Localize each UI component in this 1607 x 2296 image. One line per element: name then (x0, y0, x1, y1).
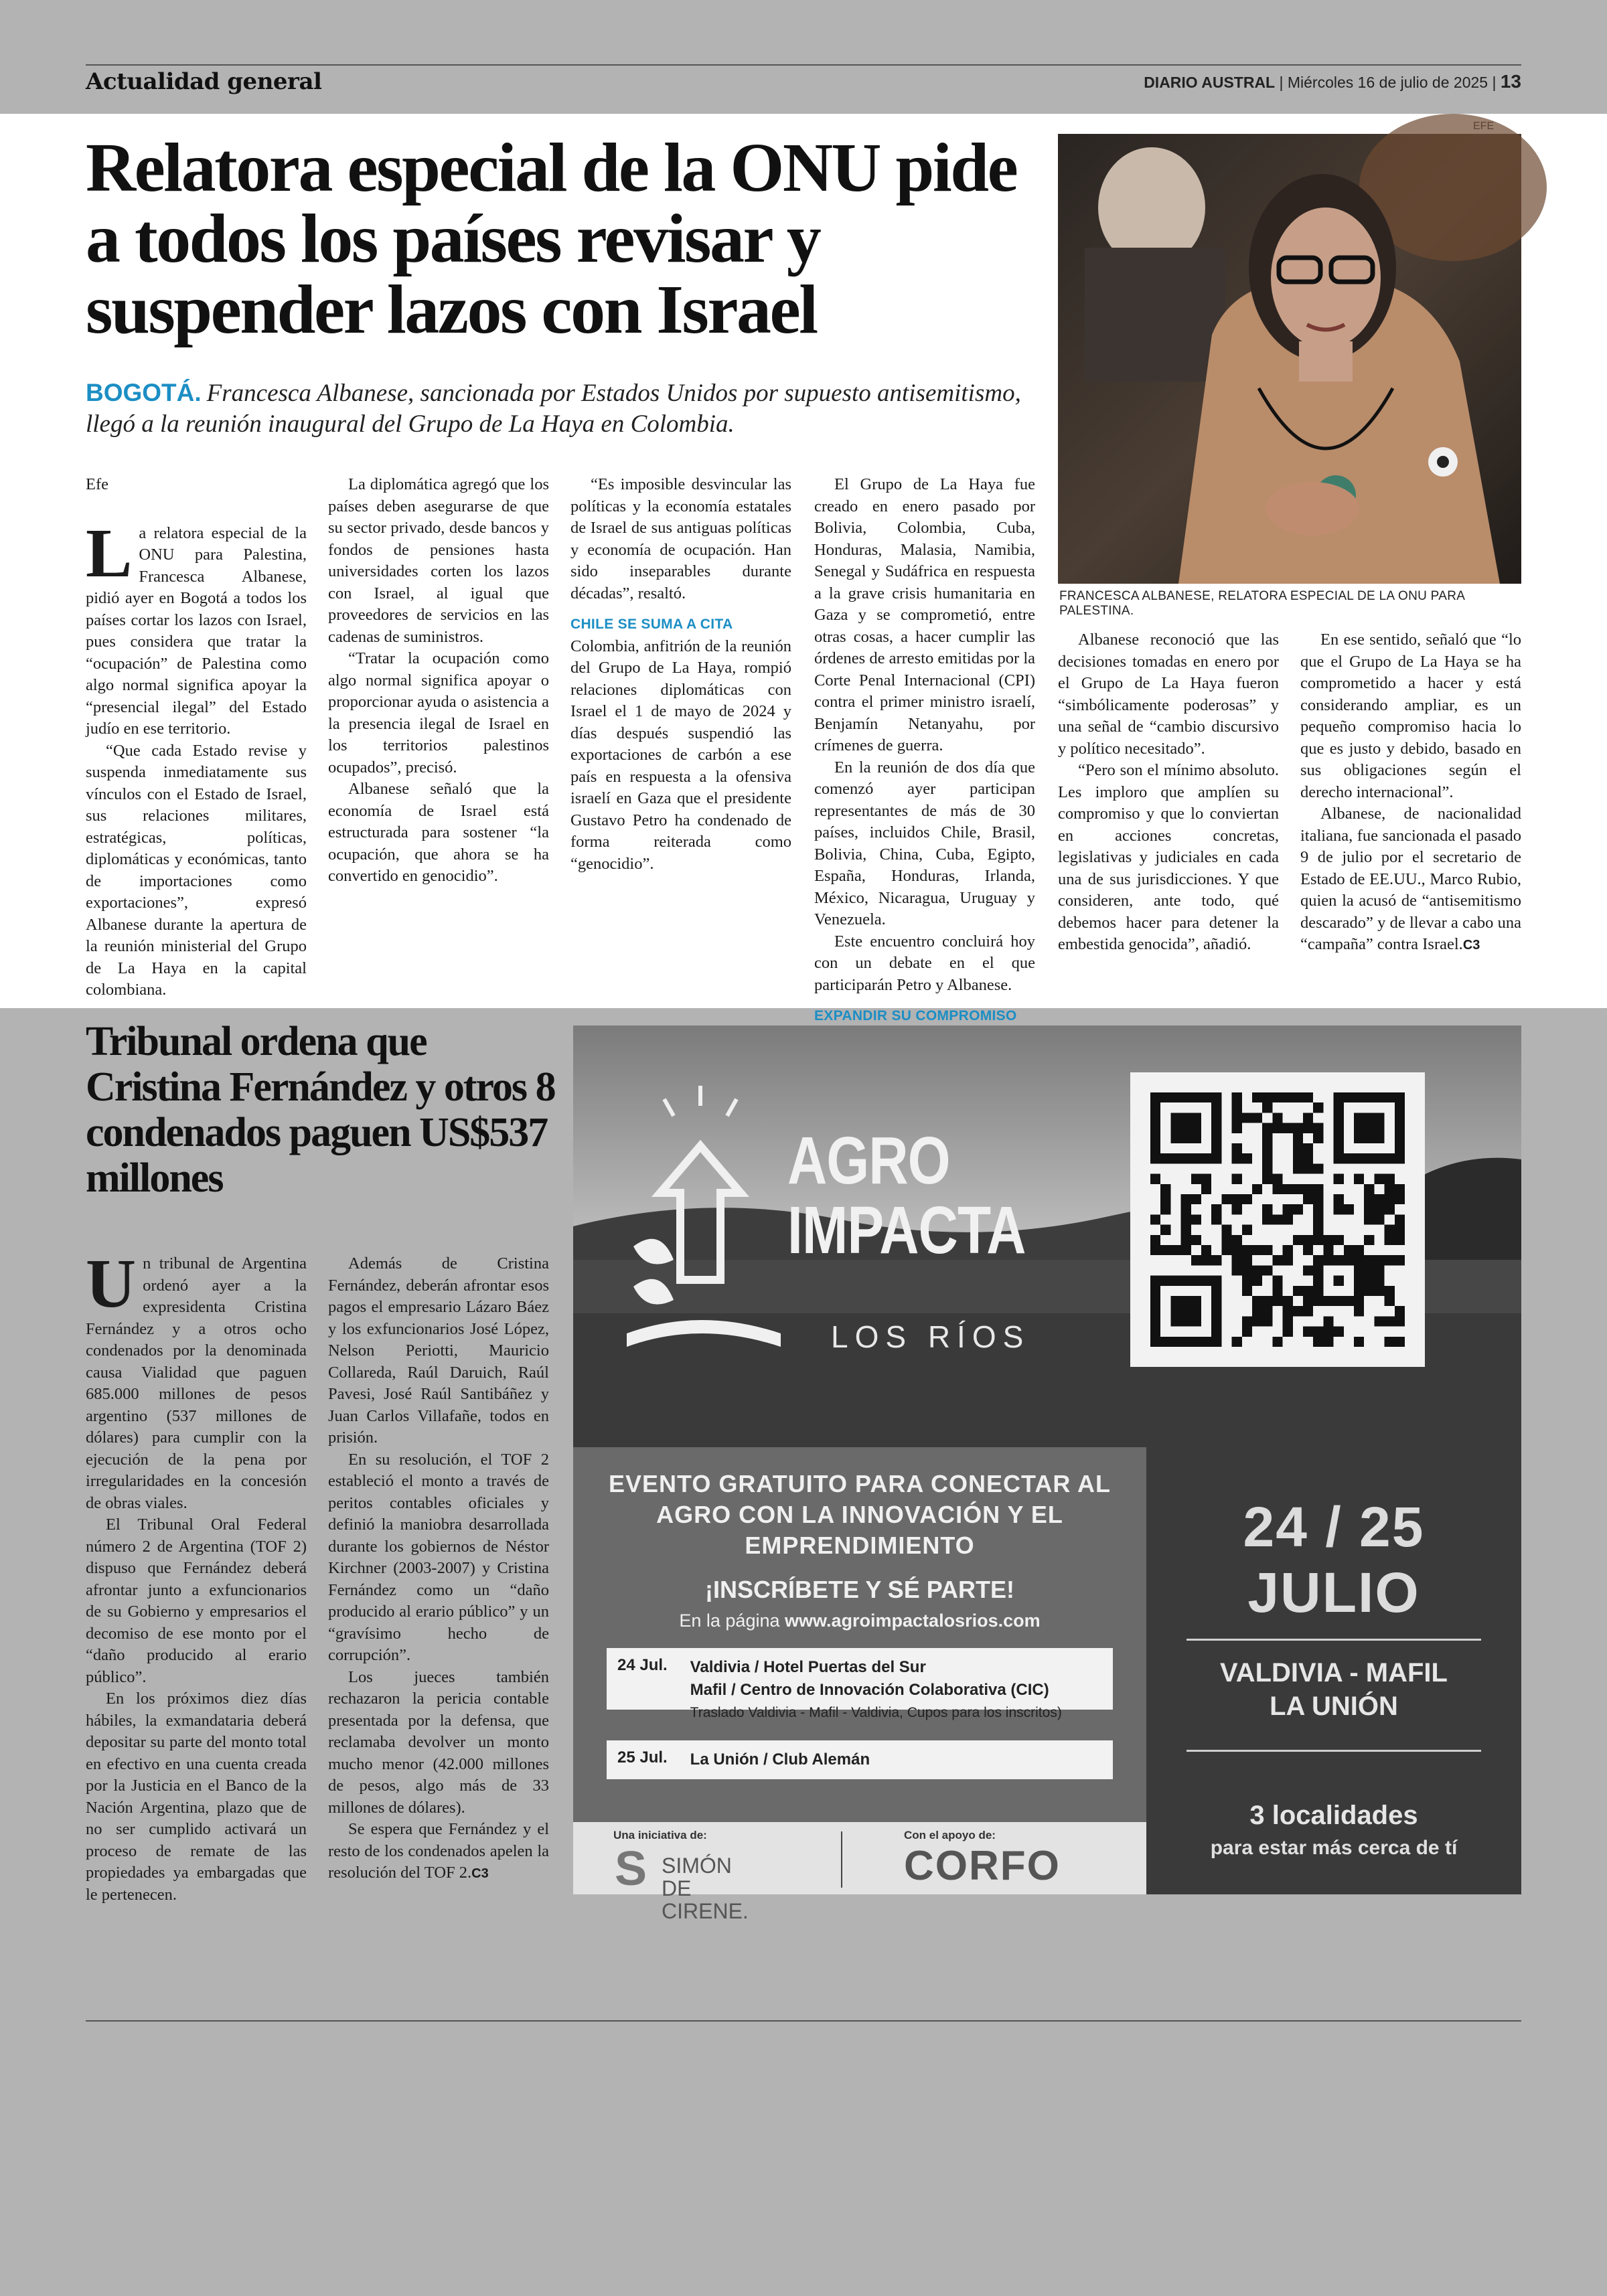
ad-dates: 24 / 25 JULIO (1243, 1495, 1425, 1624)
section-name: Actualidad general (86, 68, 322, 95)
ad-brand: AGRO IMPACTA (787, 1123, 1026, 1268)
article1-headline: Relatora especial de la ONU pide a todos los países revisar y suspender lazos con Israel (86, 129, 1017, 348)
drop-cap: U (86, 1245, 137, 1322)
support-label: Con el apoyo de: (904, 1829, 996, 1841)
deck-text: Francesca Albanese, sancionada por Estados Unidos por supuesto antisemitismo, llegó a la reunión inaugural del Grupo de La Haya en Colombia. (86, 380, 1021, 438)
ad-date-panel (1146, 1447, 1521, 1894)
page-header (86, 64, 1521, 98)
article1-column-2 (328, 474, 549, 888)
subhead-expandir: EXPANDIR SU COMPROMISO (814, 1008, 1017, 1023)
article1-paragraph: “Pero son el mínimo absoluto. Les imploro que amplíen su compromiso y que lo conviertan en acciones concretas, legislativas y judiciales en cada una de sus jurisdicciones. Y que consideren, ante todo, qué debemos hacer para detener la embestida genocida”, añadió. (1058, 761, 1279, 953)
article1-deck (86, 378, 1037, 440)
article1-paragraph: Albanese reconoció que las decisiones tomadas en enero por el Grupo de La Haya fueron “simbólicamente poderosas” y una señal de “cambio discursivo y político necesitado”. (1058, 631, 1279, 758)
article2-paragraph: Los jueces también rechazaron la pericia contable presentada por la defensa, que reclamaba devolver un monto mucho menor (42.000 millones de pesos, algo más de 33 millones de dólares). (328, 1667, 549, 1817)
ad-website[interactable]: En la página www.agroimpactalosrios.com (679, 1611, 1041, 1631)
byline: Efe (86, 475, 108, 493)
ad-info-panel (573, 1447, 1146, 1923)
drop-cap: L (86, 514, 133, 592)
article1-paragraph: “Tratar la ocupación como algo normal significa apoyar o proporcionar ayuda o asistencia a la presencia ilegal de Israel en los territorios palestinos ocupados”, precisó. (328, 649, 549, 776)
article1-paragraph: “Es imposible desvincular las políticas y la economía estatales de Israel de sus antiguas políticas y economía de ocupación. Han sido inseparables durante décadas”, resaltó. (570, 475, 791, 602)
qr-code-icon (1150, 1092, 1405, 1347)
article1-photo (1058, 134, 1521, 584)
article1-column-5 (1058, 629, 1279, 956)
newspaper-name: DIARIO AUSTRAL (1144, 74, 1276, 91)
initiative-label: Una iniciativa de: (613, 1829, 707, 1841)
article1-paragraph: El Grupo de La Haya fue creado en enero pasado por Bolivia, Colombia, Cuba, Honduras, Malasia, Namibia, Senegal y Sudáfrica en respuesta a la grave crisis humanitaria en Gaza y se comprometió, entre otras cosas, a hacer cumplir las órdenes de arresto emitidas por la Corte Penal Internacional (CPI) contra el primer ministro israelí, Benjamín Netanyahu, por crímenes de guerra. (814, 475, 1035, 754)
sponsor-divider (841, 1831, 842, 1888)
article2-paragraph: En su resolución, el TOF 2 estableció el monto a través de peritos contables oficiales y definió la maniobra desarrollada durante los gobiernos de Néstor Kirchner (2003-2007) y Cristina Fernández como un “daño producido al erario público” y un “gravísimo hecho de corrupción”. (328, 1450, 549, 1664)
ad-localities: 3 localidades (1249, 1801, 1418, 1830)
article2-paragraph: El Tribunal Oral Federal número 2 de Argentina (TOF 2) dispuso que Fernández deberá afrontar junto a exfuncionarios de su Gobierno y empresarios el decomiso de ese monto por el “daño producido al erario público”. (86, 1515, 307, 1686)
divider (1187, 1639, 1481, 1641)
issue-date: Miércoles 16 de julio de 2025 (1287, 74, 1488, 91)
qr-code[interactable] (1130, 1072, 1425, 1367)
article2-column-1 (86, 1245, 307, 1906)
ad-inscribe: ¡INSCRÍBETE Y SÉ PARTE! (704, 1576, 1015, 1603)
venue-row-2: 25 Jul. La Unión / Club Alemán (607, 1740, 1113, 1779)
article2-paragraph: En los próximos diez días hábiles, la exmandataria deberá depositar su parte del monto total en efectivo en una cuenta creada por la Justicia en el Banco de la Nación Argentina, plazo que de no ser cumplido activará un proceso de remate de las propiedades ya embargadas que le pertenecen. (86, 1690, 307, 1904)
agro-impacta-logo-icon (620, 1079, 787, 1367)
article2-closing-paragraph: Se espera que Fernández y el resto de los condenados apelen la resolución del TOF 2.C3 (328, 1820, 549, 1882)
article1-paragraph: En ese sentido, señaló que “lo que el Grupo de La Haya se ha comprometido a hacer y está considerando ampliar, es un pequeño compromiso hacia lo que es justo y debido, basado en sus obligaciones según el derecho internacional”. (1300, 631, 1521, 801)
end-mark: C3 (471, 1866, 489, 1881)
photo-illustration (1058, 134, 1521, 584)
advertisement[interactable] (573, 1026, 1521, 1923)
page-number: 13 (1500, 71, 1521, 92)
simon-de-cirene-icon: S (615, 1842, 647, 1896)
article1-column-4 (814, 474, 1035, 1028)
corfo-logo: CORFO (904, 1843, 1061, 1889)
article2-column-2 (328, 1253, 549, 1885)
ad-cta: EVENTO GRATUITO PARA CONECTAR AL AGRO CON LA INNOVACIÓN Y EL EMPRENDIMIENTO (608, 1470, 1111, 1559)
end-mark: C3 (1462, 938, 1480, 953)
article1-column-6 (1300, 629, 1521, 957)
ad-localities-sub: para estar más cerca de tí (1210, 1837, 1458, 1859)
article1-paragraph: “Que cada Estado revise y suspenda inmediatamente sus vínculos con el Estado de Israel, sus relaciones militares, estratégicas, políticas, diplomáticas y económicas, tanto de importaciones como exportaciones”, expresó Albanese durante la apertura de la reunión ministerial del Grupo de La Haya en la capital colombiana. (86, 741, 307, 999)
venue-row-1: 24 Jul. Valdivia / Hotel Puertas del Sur Mafil / Centro de Innovación Colaborativa (CIC) Traslado Valdivia - Mafil - Valdivia, Cupos para los inscritos) (607, 1648, 1113, 1710)
article2-paragraph: Además de Cristina Fernández, deberán afrontar esos pagos el empresario Lázaro Báez y los exfuncionarios José López, Nelson Periotti, Mauricio Collareda, Raúl Daruich, Raúl Pavesi, José Raúl Santibáñez y Juan Carlos Villafañe, todos en prisión. (328, 1254, 549, 1447)
divider (1187, 1750, 1481, 1752)
ad-brand-sub: LOS RÍOS (831, 1319, 1030, 1354)
article1-paragraph: La diplomática agregó que los países deben asegurarse de que su sector privado, desde bancos y fondos de pensiones hasta universidades corten los lazos con Israel, al igual que proveedores de servicios en las cadenas de suministros. (328, 475, 549, 646)
folio: DIARIO AUSTRAL | Miércoles 16 de julio de 2025 | 13 (1144, 71, 1521, 92)
subhead-chile: CHILE SE SUMA A CITA (570, 617, 733, 632)
article1-column-3 (570, 474, 791, 875)
bottom-rule (86, 2020, 1521, 2022)
article1-column-1 (86, 474, 307, 1001)
article1-closing-paragraph: Albanese, de nacionalidad italiana, fue sancionada el pasado 9 de julio por el secretario de Estado de EE.UU., Marco Rubio, quien la acusó de “antisemitismo descarado” y de llevar a cabo una “campaña” contra Israel.C3 (1300, 805, 1521, 953)
deck-location: BOGOTÁ. (86, 379, 202, 406)
ad-sponsors: Una iniciativa de: S SIMÓN DE CIRENE. Con el apoyo de: CORFO (573, 1822, 1146, 1894)
photo-caption: FRANCESCA ALBANESE, RELATORA ESPECIAL DE LA ONU PARA PALESTINA. (1059, 589, 1465, 618)
article1-paragraph: Colombia, anfitrión de la reunión del Grupo de La Haya, rompió relaciones diplomáticas con Israel el 1 de mayo de 2024 y días después suspendió las exportaciones de carbón a ese país en respuesta a la ofensiva israelí en Gaza que el presidente Gustavo Petro ha condenado de forma reiterada como “genocidio”. (570, 637, 791, 873)
ad-places: VALDIVIA - MAFIL LA UNIÓN (1220, 1658, 1448, 1721)
article1-paragraph: En la reunión de dos día que comenzó ayer participan representantes de más de 30 países, incluidos Chile, Brasil, Bolivia, China, Cuba, Egipto, España, Honduras, Irlanda, México, Nicaragua, Uruguay y Venezuela. (814, 758, 1035, 928)
article2-lead-paragraph: Un tribunal de Argentina ordenó ayer a la expresidenta Cristina Fernández y a otros ocho condenados por la denominada causa Vialidad que paguen 685.000 millones de pesos argentino (537 millones de dólares) para cumplir con la ejecución de la pena por irregularidades en la concesión de obras viales. (86, 1245, 307, 1512)
article2-headline: Tribunal ordena que Cristina Fernández y otros 8 condenados paguen US$537 millones (86, 1019, 555, 1201)
article1-lead-paragraph: La relatora especial de la ONU para Palestina, Francesca Albanese, pidió ayer en Bogotá a todos los países cortar los lazos con Israel, pues considera que tratar la “ocupación” de Palestina como algo normal significa apoyar la “presencial ilegal” del Estado judío en ese territorio. (86, 514, 307, 738)
article1-paragraph: Este encuentro concluirá hoy con un debate en el que participarán Petro y Albanese. (814, 932, 1035, 994)
article1-paragraph: Albanese señaló que la economía de Israel está estructurada para sostener “la ocupación, que ahora se ha convertido en genocidio”. (328, 780, 549, 885)
